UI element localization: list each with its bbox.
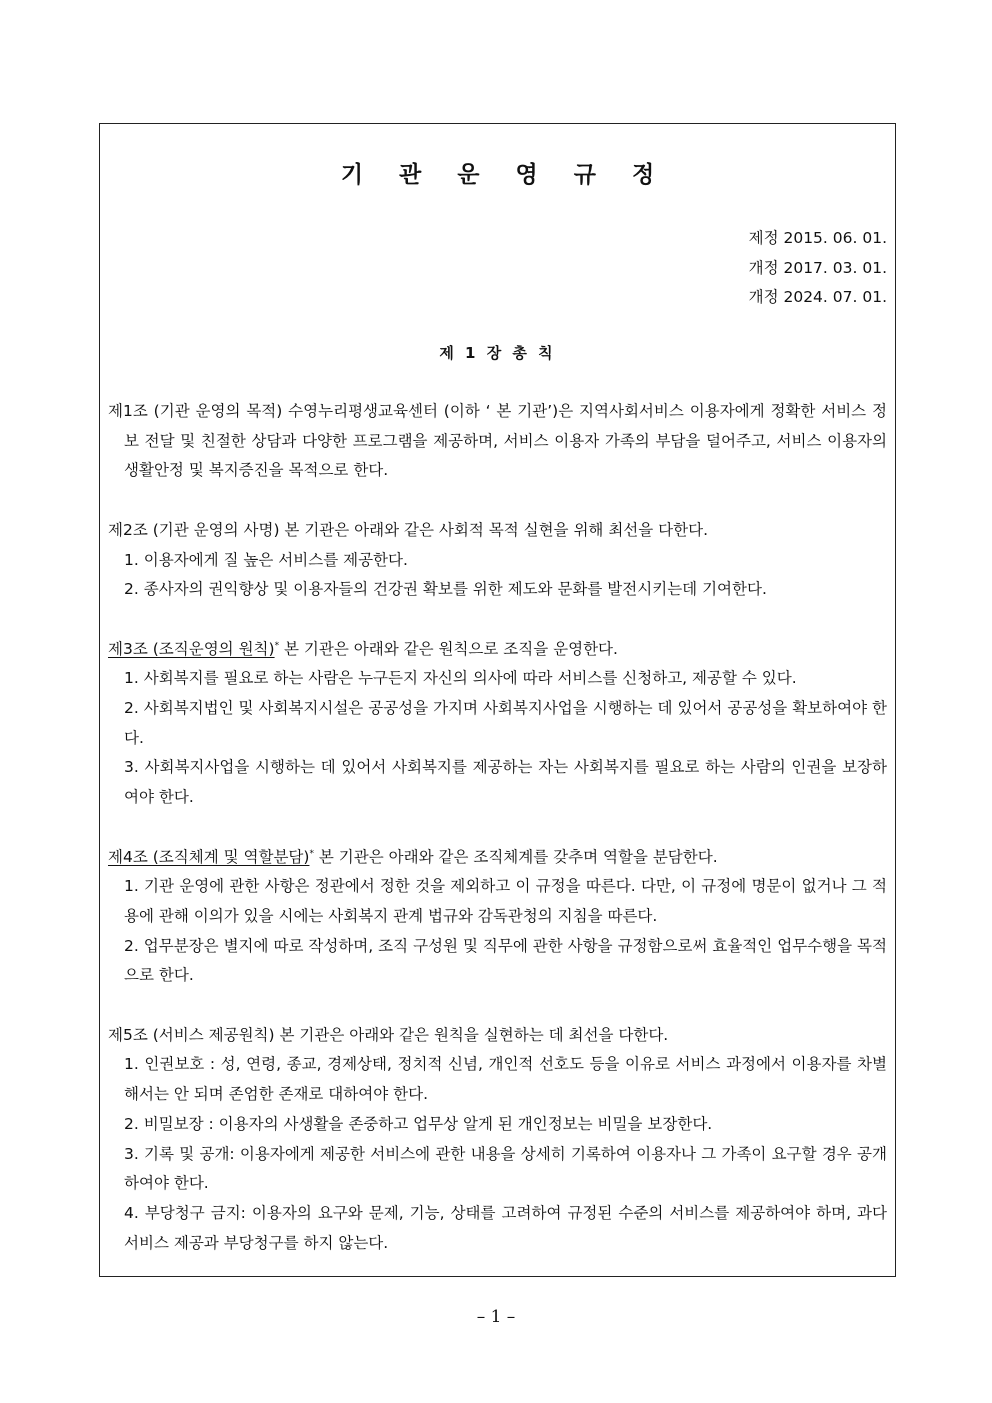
article-1-text: 제1조 (기관 운영의 목적) 수영누리평생교육센터 (이하 ‘ 본 기관’)은 지역사회서비스 이용자에게 정확한 서비스 정보 전달 및 친절한 상담과 다양한 프로그램을 제공하며, 서비스 이용자 가족의 부담을 덜어주고, 서비스 이용자의 생활안정 및 복지증진을 목적으로 한다. xyxy=(108,402,887,480)
article-2-item: 2. 종사자의 권익향상 및 이용자들의 건강권 확보를 위한 제도와 문화를 발전시키는데 기여한다. xyxy=(124,580,767,599)
revised-date-1: 개정 2017. 03. 01. xyxy=(748,258,887,277)
article-3-item: 2. 사회복지법인 및 사회복지시설은 공공성을 가지며 사회복지사업을 시행하는 데 있어서 공공성을 확보하여야 한다. xyxy=(124,699,887,747)
article-3-mark: * xyxy=(274,640,280,651)
article-3-item: 3. 사회복지사업을 시행하는 데 있어서 사회복지를 제공하는 자는 사회복지를 필요로 하는 사람의 인권을 보장하여야 한다. xyxy=(124,758,887,807)
article-3-item: 1. 사회복지를 필요로 하는 사람은 누구든지 자신의 의사에 따라 서비스를 신청하고, 제공할 수 있다. xyxy=(124,669,797,688)
revision-dates xyxy=(749,224,887,313)
chapter-heading: 제 1 장 총 칙 xyxy=(439,344,556,362)
article-3-intro-line xyxy=(108,635,887,665)
enacted-date: 제정 2015. 06. 01. xyxy=(748,229,887,247)
article-4-heading: 제4조 (조직체계 및 역할분담) xyxy=(108,847,310,866)
article-2-item: 1. 이용자에게 질 높은 서비스를 제공한다. xyxy=(124,550,408,569)
articles xyxy=(108,397,887,1288)
article-4-mark: * xyxy=(309,848,314,859)
article-4-intro-line xyxy=(108,843,887,873)
article-4-item: 2. 업무분장은 별지에 따로 작성하며, 조직 구성원 및 직무에 관한 사항을 규정함으로써 효율적인 업무수행을 목적으로 한다. xyxy=(124,936,887,985)
article-5-intro: 제5조 (서비스 제공원칙) 본 기관은 아래와 같은 원칙을 실현하는 데 최선을 다한다. xyxy=(108,1025,669,1044)
document-frame xyxy=(99,123,896,1277)
article-5-item: 3. 기록 및 공개: 이용자에게 제공한 서비스에 관한 내용을 상세히 기록하여 이용자나 그 가족이 요구할 경우 공개하여야 한다. xyxy=(124,1144,887,1193)
document-title: 기 관 운 영 규 정 xyxy=(340,162,669,188)
article-4-intro: 본 기관은 아래와 같은 조직체계를 갖추며 역할을 분담한다. xyxy=(313,847,718,866)
article-5-item: 4. 부당청구 금지: 이용자의 요구와 문제, 기능, 상태를 고려하여 규정된 수준의 서비스를 제공하여야 하며, 과다 서비스 제공과 부당청구를 하지 않는다. xyxy=(124,1203,887,1252)
article-2-intro: 제2조 (기관 운영의 사명) 본 기관은 아래와 같은 사회적 목적 실현을 위해 최선을 다한다. xyxy=(108,520,709,539)
article-3 xyxy=(108,635,887,813)
article-4-item: 1. 기관 운영에 관한 사항은 정관에서 정한 것을 제외하고 이 규정을 따른다. 다만, 이 규정에 명문이 없거나 그 적용에 관해 이의가 있을 시에는 사회복지 관계 법규와 감독관청의 지침을 따른다. xyxy=(124,877,887,925)
article-5-item: 1. 인권보호 : 성, 연령, 종교, 경제상태, 정치적 신념, 개인적 선호도 등을 이유로 서비스 과정에서 이용자를 차별해서는 안 되며 존엄한 존재로 대하여야 한다. xyxy=(124,1055,887,1104)
article-1 xyxy=(108,397,887,486)
article-5 xyxy=(108,1021,887,1259)
article-5-item: 2. 비밀보장 : 이용자의 사생활을 존중하고 업무상 알게 된 개인정보는 비밀을 보장한다. xyxy=(124,1114,713,1133)
revised-date-2: 개정 2024. 07. 01. xyxy=(748,288,887,306)
page-number: – 1 – xyxy=(476,1307,516,1327)
article-3-intro: 본 기관은 아래와 같은 원칙으로 조직을 운영한다. xyxy=(279,639,618,658)
article-3-heading: 제3조 (조직운영의 원칙) xyxy=(108,639,275,658)
article-4 xyxy=(108,843,887,992)
article-2 xyxy=(108,516,887,605)
